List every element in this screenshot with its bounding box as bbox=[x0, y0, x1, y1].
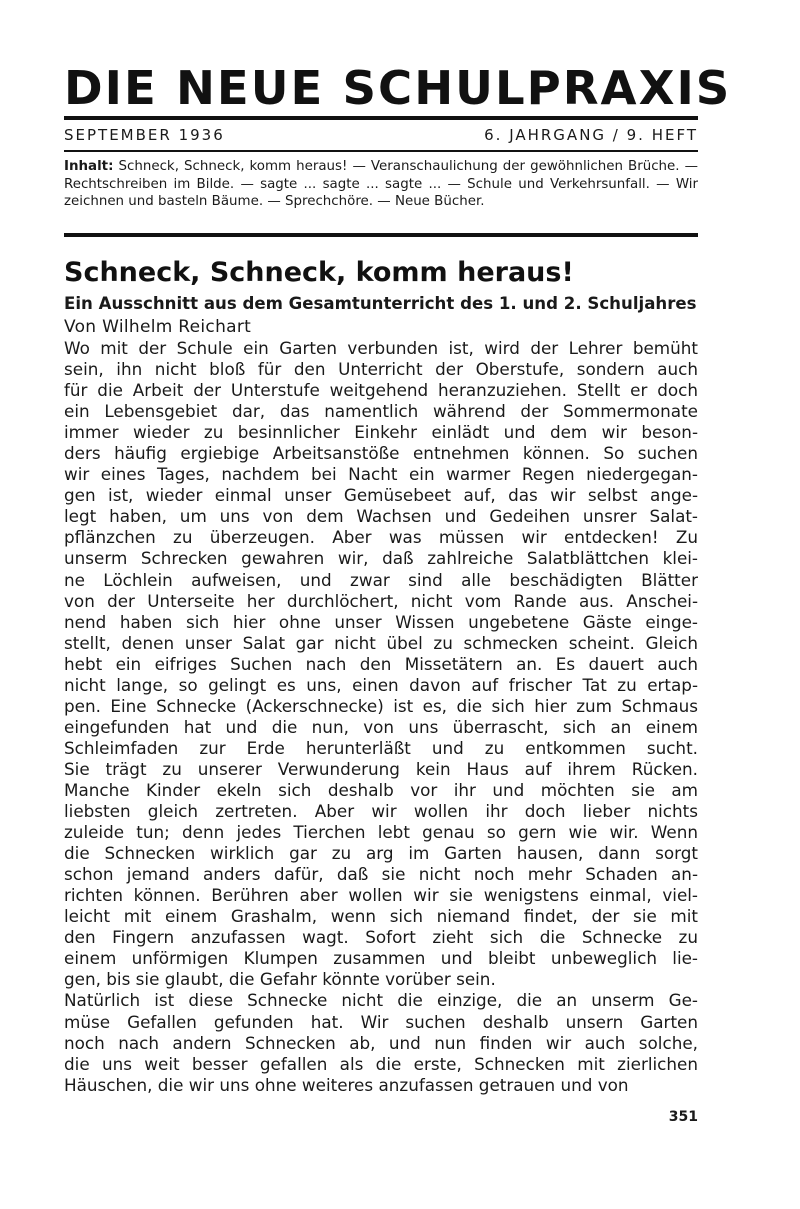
body-line: den Fingern anzufassen wagt. Sofort zieht sich die Schnecke zu bbox=[64, 927, 698, 948]
article-author: Von Wilhelm Reichart bbox=[64, 317, 252, 337]
article-subtitle: Ein Ausschnitt aus dem Gesamtunterricht des 1. und 2. Schuljahres bbox=[64, 294, 697, 313]
issue-date: SEPTEMBER 1936 bbox=[64, 126, 225, 144]
body-line: Natürlich ist diese Schnecke nicht die einzige, die an unserm Ge- bbox=[64, 990, 698, 1011]
body-line: sein, ihn nicht bloß für den Unterricht der Oberstufe, sondern auch bbox=[64, 359, 698, 380]
page-number: 351 bbox=[668, 1109, 698, 1125]
body-line: müse Gefallen gefunden hat. Wir suchen deshalb unsern Garten bbox=[64, 1011, 698, 1032]
body-line: liebsten gleich zertreten. Aber wir wollen ihr doch lieber nichts bbox=[64, 801, 698, 822]
body-line: hebt ein eifriges Suchen nach den Missetätern an. Es dauert auch bbox=[64, 653, 698, 674]
issue-number: 6. JAHRGANG / 9. HEFT bbox=[484, 126, 698, 144]
body-line: ders häufig ergiebige Arbeitsanstöße entnehmen können. So suchen bbox=[64, 443, 698, 464]
body-line: gen ist, wieder einmal unser Gemüsebeet auf, das wir selbst ange- bbox=[64, 485, 698, 506]
body-line: leicht mit einem Grashalm, wenn sich niemand findet, der sie mit bbox=[64, 906, 698, 927]
body-line: Häuschen, die wir uns ohne weiteres anzufassen getrauen und von bbox=[64, 1074, 629, 1095]
body-line: einem unförmigen Klumpen zusammen und bleibt unbeweglich lie- bbox=[64, 948, 698, 969]
body-line: nend haben sich hier ohne unser Wissen ungebetene Gäste einge- bbox=[64, 611, 698, 632]
body-line: die Schnecken wirklich gar zu arg im Garten hausen, dann sorgt bbox=[64, 843, 698, 864]
contents-label: Inhalt: bbox=[64, 159, 114, 174]
article-title: Schneck, Schneck, komm heraus! bbox=[64, 257, 574, 288]
table-of-contents bbox=[64, 158, 698, 211]
body-line: zuleide tun; denn jedes Tierchen lebt genau so gern wie wir. Wenn bbox=[64, 822, 698, 843]
dateline bbox=[64, 126, 698, 144]
body-line: ein Lebensgebiet dar, das namentlich während der Sommermonate bbox=[64, 401, 698, 422]
body-line: Manche Kinder ekeln sich deshalb vor ihr und möchten sie am bbox=[64, 779, 698, 800]
body-line: immer wieder zu besinnlicher Einkehr einlädt und dem wir beson- bbox=[64, 422, 698, 443]
body-line: ne Löchlein aufweisen, und zwar sind alle beschädigten Blätter bbox=[64, 569, 698, 590]
body-line: gen, bis sie glaubt, die Gefahr könnte vorüber sein. bbox=[64, 969, 496, 990]
article-body bbox=[64, 338, 698, 1096]
body-line: wir eines Tages, nachdem bei Nacht ein warmer Regen niedergegan- bbox=[64, 464, 698, 485]
body-line: Wo mit der Schule ein Garten verbunden ist, wird der Lehrer bemüht bbox=[64, 338, 698, 358]
body-line: pflänzchen zu überzeugen. Aber was müssen wir entdecken! Zu bbox=[64, 527, 698, 548]
body-line: Sie trägt zu unserer Verwunderung kein Haus auf ihrem Rücken. bbox=[64, 758, 698, 779]
body-line: Schleimfaden zur Erde herunterläßt und zu entkommen sucht. bbox=[64, 737, 698, 758]
body-line: legt haben, um uns von dem Wachsen und Gedeihen unsrer Salat- bbox=[64, 506, 698, 527]
body-line: für die Arbeit der Unterstufe weitgehend heranzuziehen. Stellt er doch bbox=[64, 380, 698, 401]
body-line: die uns weit besser gefallen als die erste, Schnecken mit zierlichen bbox=[64, 1053, 698, 1074]
contents-rule bbox=[64, 233, 698, 237]
body-line: nicht lange, so gelingt es uns, einen davon auf frischer Tat zu ertap- bbox=[64, 674, 698, 695]
body-line: von der Unterseite her durchlöchert, nicht vom Rande aus. Anschei- bbox=[64, 590, 698, 611]
body-line: eingefunden hat und die nun, von uns überrascht, sich an einem bbox=[64, 716, 698, 737]
masthead-rule bbox=[64, 116, 698, 120]
body-line: stellt, denen unser Salat gar nicht übel zu schmecken scheint. Gleich bbox=[64, 632, 698, 653]
body-line: noch nach andern Schnecken ab, und nun finden wir auch solche, bbox=[64, 1032, 698, 1053]
contents-text: Schneck, Schneck, komm heraus! — Veranschaulichung der gewöhnlichen Brüche. — Rechtschreiben im Bilde. — sagte ... sagte ... sagte ... — Schule und Verkehrsunfall. — Wir zeichnen und basteln Bäume. — Sprechchöre. — Neue Bücher. bbox=[64, 159, 698, 209]
journal-masthead: DIE NEUE SCHULPRAXIS bbox=[64, 61, 732, 115]
body-line: pen. Eine Schnecke (Ackerschnecke) ist es, die sich hier zum Schmaus bbox=[64, 695, 698, 716]
body-line: richten können. Berühren aber wollen wir sie wenigstens einmal, viel- bbox=[64, 885, 698, 906]
dateline-rule bbox=[64, 150, 698, 152]
body-line: unserm Schrecken gewahren wir, daß zahlreiche Salatblättchen klei- bbox=[64, 548, 698, 569]
body-line: schon jemand anders dafür, daß sie nicht noch mehr Schaden an- bbox=[64, 864, 698, 885]
